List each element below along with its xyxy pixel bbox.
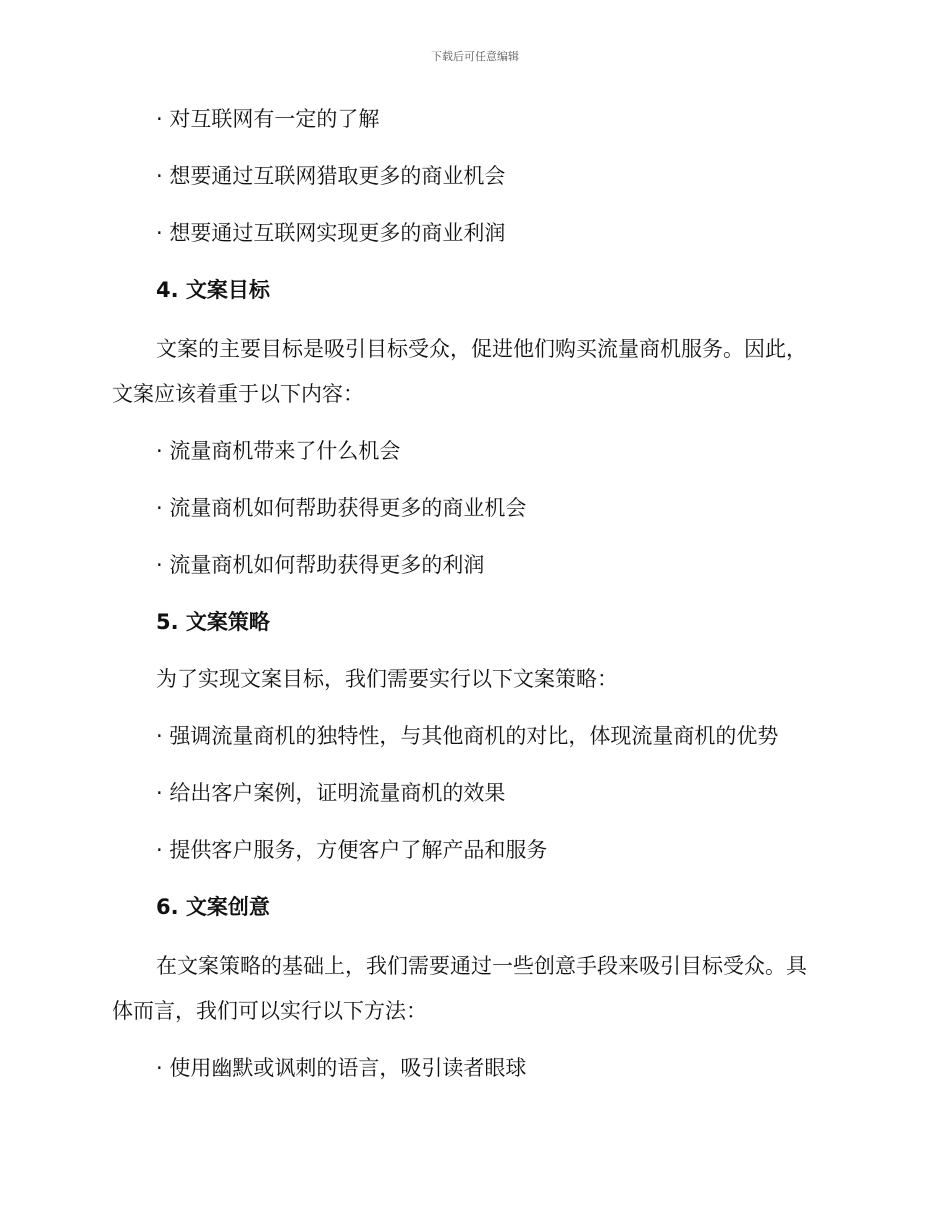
bullet-item: · 想要通过互联网猎取更多的商业机会 bbox=[156, 164, 506, 188]
page-header: 下载后可任意编辑 bbox=[431, 50, 519, 63]
bullet-item: · 流量商机如何帮助获得更多的商业机会 bbox=[156, 496, 527, 520]
section-heading: 4. 文案目标 bbox=[156, 278, 270, 302]
bullet-item: · 流量商机如何帮助获得更多的利润 bbox=[156, 553, 485, 577]
bullet-item: · 提供客户服务，方便客户了解产品和服务 bbox=[156, 838, 548, 862]
paragraph-line: 体而言，我们可以实行以下方法： bbox=[112, 999, 427, 1023]
paragraph-line: 文案应该着重于以下内容： bbox=[112, 382, 364, 406]
bullet-item: · 想要通过互联网实现更多的商业利润 bbox=[156, 221, 506, 245]
bullet-item: · 使用幽默或讽刺的语言，吸引读者眼球 bbox=[156, 1056, 527, 1080]
section-heading: 5. 文案策略 bbox=[156, 610, 270, 634]
section-heading: 6. 文案创意 bbox=[156, 895, 270, 919]
paragraph-line: 文案的主要目标是吸引目标受众，促进他们购买流量商机服务。因此， bbox=[156, 337, 807, 361]
bullet-item: · 给出客户案例，证明流量商机的效果 bbox=[156, 781, 506, 805]
paragraph-line: 在文案策略的基础上，我们需要通过一些创意手段来吸引目标受众。具 bbox=[156, 954, 807, 978]
bullet-item: · 流量商机带来了什么机会 bbox=[156, 439, 401, 463]
paragraph-line: 为了实现文案目标，我们需要实行以下文案策略： bbox=[156, 667, 618, 691]
bullet-item: · 对互联网有一定的了解 bbox=[156, 107, 380, 131]
bullet-item: · 强调流量商机的独特性，与其他商机的对比，体现流量商机的优势 bbox=[156, 724, 779, 748]
